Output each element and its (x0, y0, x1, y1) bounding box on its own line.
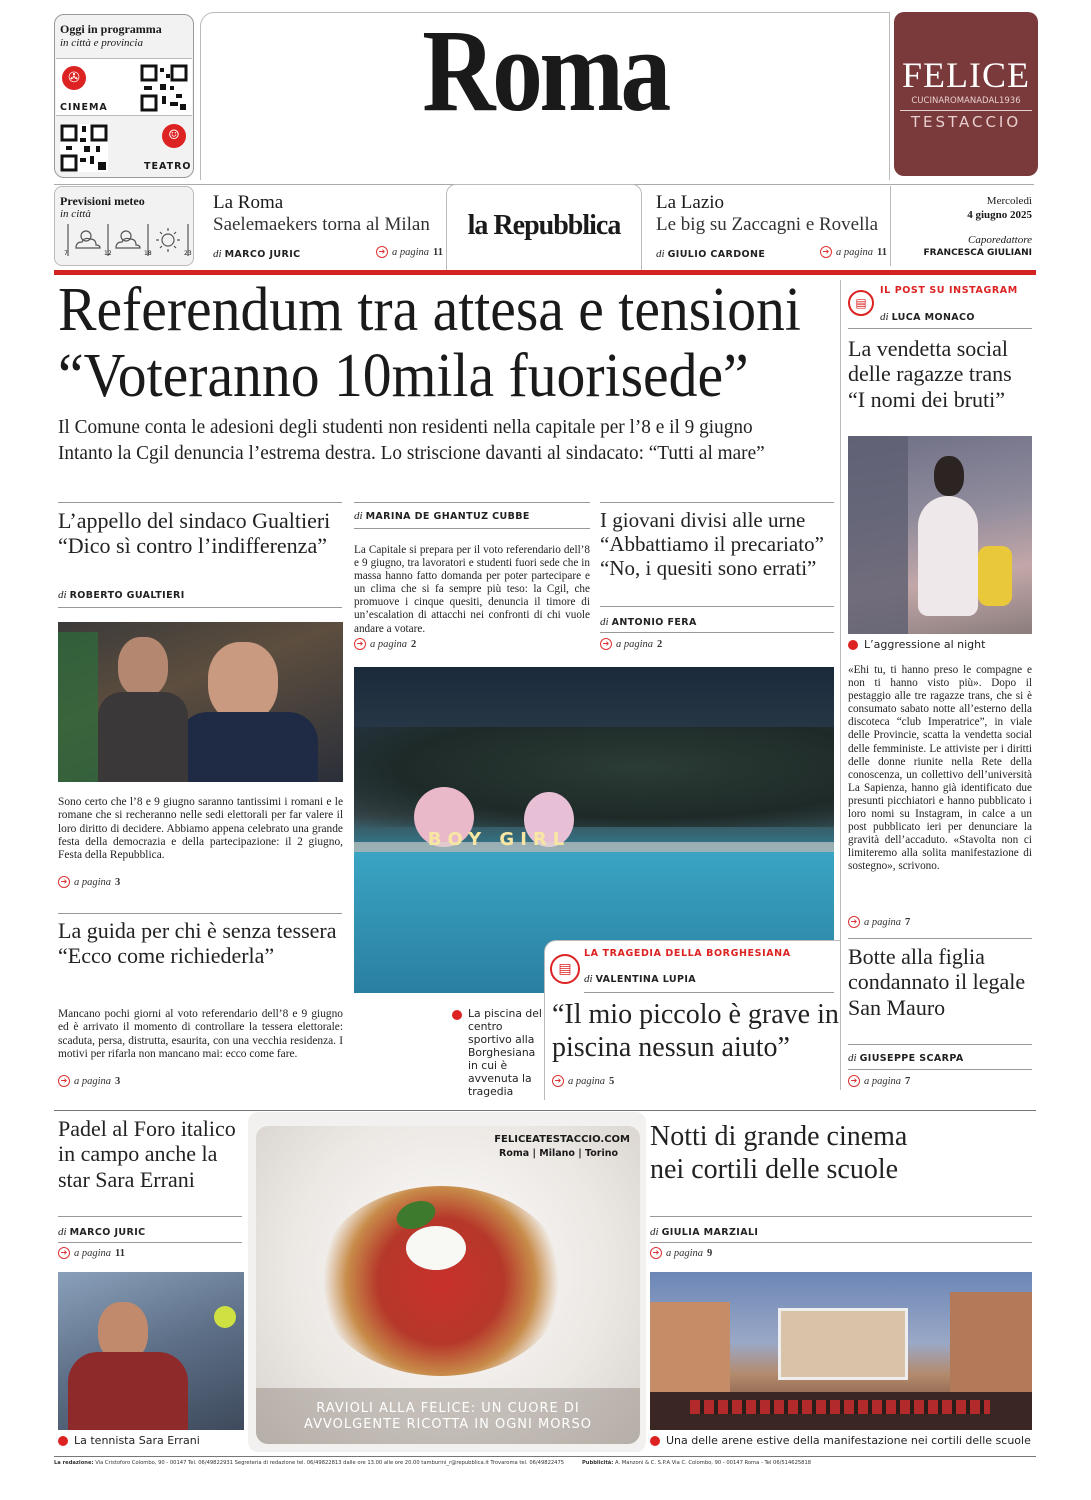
rule (58, 502, 342, 503)
meteo-hour-1: 7 (64, 250, 68, 257)
teatro-mask-icon: ☺ (162, 124, 186, 148)
programma-subtitle: in città e provincia (60, 37, 143, 49)
cinema-headline[interactable]: Notti di grande cinema nei cortili delle scuole (650, 1121, 908, 1186)
padel-byline: di MARCO JURIC (58, 1226, 146, 1238)
roma-byline: di MARCO JURIC (213, 248, 301, 260)
ravioli-ad-cities: Roma | Milano | Torino (499, 1148, 618, 1159)
rule (58, 1242, 242, 1243)
arrow-icon: ➔ (600, 638, 612, 650)
giovani-byline: di ANTONIO FERA (600, 616, 697, 628)
cinema-page-ref[interactable]: ➔ a pagina 9 (650, 1247, 712, 1259)
gualtieri-byline: di ROBERTO GUALTIERI (58, 589, 185, 601)
cinema-caption: Una delle arene estive della manifestazione nei cortili delle scuole (650, 1434, 1031, 1447)
ravioli-ad[interactable] (256, 1126, 640, 1444)
botte-headline[interactable]: Botte alla figlia condannato il legale San Mauro (848, 944, 1026, 1020)
meteo-hour-4: 23 (184, 250, 192, 257)
capitale-byline: di MARINA DE GHANTUZ CUBBE (354, 510, 530, 522)
rule (58, 1216, 242, 1217)
editor-role: Caporedattore (968, 234, 1032, 246)
strip-divider (890, 186, 891, 266)
lazio-byline: di GIULIO CARDONE (656, 248, 766, 260)
lazio-team: La Lazio (656, 192, 725, 213)
arrow-icon: ➔ (552, 1075, 564, 1087)
lead-deck-1: Il Comune conta le adesioni degli studenti non residenti nella capitale per l’8 e il 9 giugno (58, 416, 753, 438)
rule (584, 992, 834, 993)
gualtieri-photo (58, 622, 343, 782)
rule (848, 938, 1032, 939)
instagram-kicker: IL POST SU INSTAGRAM (880, 285, 1018, 296)
lead-headline-2[interactable]: “Voteranno 10mila fuorisede” (58, 342, 749, 410)
arrow-icon: ➔ (376, 246, 388, 258)
arrow-icon: ➔ (650, 1247, 662, 1259)
instagram-byline: di LUCA MONACO (880, 311, 975, 323)
ravioli-ad-site: FELICEATESTACCIO.COM (494, 1134, 630, 1145)
gualtieri-body: Sono certo che l’8 e 9 giugno saranno tantissimi i romani e le romane che si recheranno nelle sedi elettorali per far valere il loro diritto di decidere. Abbiamo appena celebrato una grande festa della democrazia e della partecipazione: il 2 giugno, Festa della Repubblica. (58, 796, 343, 862)
piscina-caption: La piscina del centro sportivo alla Borghesiana in cui è avvenuta la tragedia (452, 1008, 544, 1099)
arrow-icon: ➔ (820, 246, 832, 258)
rule (650, 1242, 1032, 1243)
date-weekday: Mercoledì (986, 195, 1032, 207)
meteo-subtitle: in città (60, 208, 91, 220)
rule (354, 502, 590, 503)
capitale-body: La Capitale si prepara per il voto referendario dell’8 e 9 giugno, tra lavoratori e studenti fuori sede che in massa hanno fatto domanda per poter partecipare e un clima che si fa sempre più teso: la Cgil, che promuove i cinque quesiti, denuncia il timore di un’escalation di attacchi nei confronti di chi vuole andare a votare. (354, 544, 590, 635)
cinema-byline: di GIULIA MARZIALI (650, 1226, 759, 1238)
felice-ad-name: FELICE (902, 55, 1030, 95)
piscina-byline: di VALENTINA LUPIA (584, 973, 697, 985)
arrow-icon: ➔ (354, 638, 366, 650)
document-icon: ▤ (848, 290, 874, 316)
gualtieri-headline[interactable]: L’appello del sindaco Gualtieri “Dico sì contro l’indifferenza” (58, 508, 331, 559)
piscina-page-ref[interactable]: ➔ a pagina 5 (552, 1075, 614, 1087)
tessera-body: Mancano pochi giorni al voto referendario dell’8 e 9 giugno ed è arrivato il momento di controllare la tessera elettorale: scaduta, persa, distrutta, esaurita, con una vecchia residenza. I motivi per rifarla non mancano mai: ecco come fare. (58, 1008, 343, 1061)
teatro-label: TEATRO (144, 161, 192, 172)
caption-dot-icon (452, 1010, 462, 1020)
giovani-page-ref[interactable]: ➔ a pagina 2 (600, 638, 662, 650)
footer-pubblicita: Pubblicità: A. Manzoni & C. S.P.A Via C. Colombo, 90 - 00147 Roma - Tel 06/514625818 (582, 1460, 812, 1466)
capitale-page-ref[interactable]: ➔ a pagina 2 (354, 638, 416, 650)
instagram-body: «Ehi tu, ti hanno preso le compagne e non ti hanno visto più». Dopo il pestaggio alle tre ragazze trans, che si è consumato sabato notte all’esterno della discoteca “club Imperatrice”, in viale delle Provincie, scatta la vendetta social delle femministe. Le attiviste per i diritti delle donne riunite nella Rete della conoscenza, un collettivo dell’università La Sapienza, hanno già identificato due presunti picchiatori e hanno pubblicato i loro nomi su Instagram, in calce a un post pubblicato ieri per denunciare la gravità dell’accaduto. «Stavolta non ci limiteremo alla solita manifestazione di sostegno», scrivono. (848, 664, 1032, 873)
tessera-page-ref[interactable]: ➔ a pagina 3 (58, 1075, 120, 1087)
roma-headline[interactable]: Saelemaekers torna al Milan (213, 214, 430, 235)
rule (600, 606, 834, 607)
lazio-page-ref[interactable]: ➔ a pagina 11 (820, 246, 887, 258)
partly-cloudy-icon (68, 224, 100, 256)
bottom-row-rule (54, 1110, 1036, 1111)
rule (848, 328, 1032, 329)
cinema-icon: ✇ (62, 66, 86, 90)
padel-page-ref[interactable]: ➔ a pagina 11 (58, 1247, 125, 1259)
rule (354, 528, 590, 529)
arrow-icon: ➔ (848, 916, 860, 928)
arrow-icon: ➔ (58, 876, 70, 888)
right-column-divider (840, 280, 841, 1090)
padel-caption: La tennista Sara Errani (58, 1434, 200, 1447)
document-icon: ▤ (550, 954, 580, 984)
gualtieri-page-ref[interactable]: ➔ a pagina 3 (58, 876, 120, 888)
roma-team: La Roma (213, 192, 284, 213)
botte-byline: di GIUSEPPE SCARPA (848, 1052, 964, 1064)
rule (600, 632, 834, 633)
tessera-headline[interactable]: La guida per chi è senza tessera “Ecco come richiederla” (58, 918, 337, 969)
piscina-photo-text: BOY GIRL (427, 829, 571, 850)
ravioli-ad-line1: RAVIOLI ALLA FELICE: UN CUORE DI (316, 1401, 580, 1416)
repubblica-logo[interactable]: la Repubblica (467, 210, 621, 241)
city-title: Roma (422, 5, 668, 136)
instagram-photo (848, 436, 1032, 634)
date-value: 4 giugno 2025 (967, 209, 1032, 221)
piscina-headline[interactable]: “Il mio piccolo è grave in piscina nessun aiuto” (552, 999, 839, 1064)
ravioli-ad-line2: AVVOLGENTE RICOTTA IN OGNI MORSO (304, 1417, 592, 1432)
cinema-qr-code-icon[interactable] (140, 64, 188, 112)
editor-name: FRANCESCA GIULIANI (923, 248, 1032, 258)
botte-page-ref[interactable]: ➔ a pagina 7 (848, 1075, 910, 1087)
weather-icons (60, 222, 194, 260)
lazio-headline[interactable]: Le big su Zaccagni e Rovella (656, 214, 879, 235)
rule (848, 1044, 1032, 1045)
cinema-label: CINEMA (60, 102, 108, 113)
sun-icon (148, 224, 188, 256)
instagram-caption: L’aggressione al night (848, 638, 985, 651)
cinema-photo (650, 1272, 1032, 1430)
giovani-headline[interactable]: I giovani divisi alle urne “Abbattiamo il precariato” “No, i quesiti sono errati” (600, 508, 824, 581)
caption-dot-icon (58, 1436, 68, 1446)
rule (600, 502, 834, 503)
padel-photo (58, 1272, 244, 1430)
arrow-icon: ➔ (848, 1075, 860, 1087)
footer-redazione: La redazione: Via Cristoforo Colombo, 90 - 00147 Tel. 06/49822931 Segreteria di redazione tel. 06/49822813 dalle ore 13.00 alle ore 20.00 tamburini_r@repubblica.it Trovaroma tel. 06/49822475 (54, 1460, 565, 1466)
instagram-headline[interactable]: La vendetta social delle ragazze trans “I nomi dei bruti” (848, 336, 1012, 412)
programma-title: Oggi in programma (60, 22, 162, 36)
caption-dot-icon (848, 640, 858, 650)
meteo-hour-2: 12 (104, 250, 112, 257)
instagram-page-ref[interactable]: ➔ a pagina 7 (848, 916, 910, 928)
rule (58, 913, 342, 914)
roma-page-ref[interactable]: ➔ a pagina 11 (376, 246, 443, 258)
teatro-qr-code-icon[interactable] (60, 124, 108, 172)
meteo-title: Previsioni meteo (60, 194, 145, 208)
felice-ad-divider (900, 110, 1032, 111)
padel-headline[interactable]: Padel al Foro italico in campo anche la star Sara Errani (58, 1116, 236, 1192)
rule (650, 1216, 1032, 1217)
rule (58, 607, 342, 608)
lead-headline-1[interactable]: Referendum tra attesa e tensioni (58, 276, 801, 344)
rule (848, 1069, 1032, 1070)
arrow-icon: ➔ (58, 1247, 70, 1259)
footer-rule (54, 1456, 1036, 1457)
felice-ad-place: TESTACCIO (910, 113, 1022, 131)
red-top-rule (54, 270, 1036, 275)
meteo-hour-3: 18 (144, 250, 152, 257)
piscina-kicker: LA TRAGEDIA DELLA BORGHESIANA (584, 948, 791, 959)
partly-cloudy-icon (108, 224, 140, 256)
caption-dot-icon (650, 1436, 660, 1446)
arrow-icon: ➔ (58, 1075, 70, 1087)
felice-ad-tagline: CUCINAROMANADAL1936 (911, 96, 1021, 106)
lead-deck-2: Intanto la Cgil denuncia l’estrema destra. Lo striscione davanti al sindacato: “Tutti al mare” (58, 442, 765, 464)
